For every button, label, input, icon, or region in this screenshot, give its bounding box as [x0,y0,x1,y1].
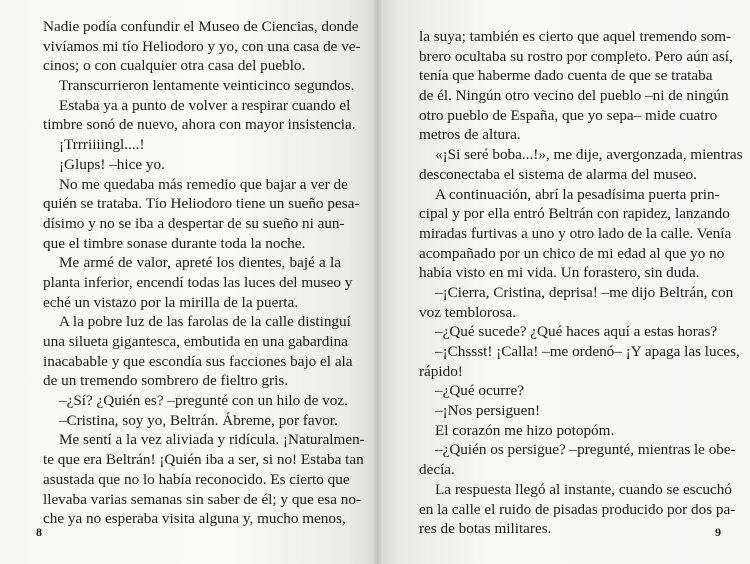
text-line: decía. [419,461,455,479]
page-number-left: 8 [36,525,42,539]
text-line: cipal y por ella entró Beltrán con rapidez, lanzando [419,205,730,223]
text-line: –¡Cierra, Cristina, deprisa! –me dijo Beltrán, con [435,283,734,301]
text-line: Estaba ya a punto de volver a respirar cuando el [59,96,351,114]
text-line: inacabable y que escondía sus facciones bajo el ala [43,352,353,370]
text-line: miradas furtivas a uno y otro lado de la calle. Venía [419,224,732,242]
text-line: ¡Glups! –hice yo. [59,155,165,173]
text-line: llevaba varias semanas sin saber de él; y que esa no- [43,490,361,508]
text-line: que el timbre sonase durante toda la noche. [43,234,306,252]
text-line: tenía que haberme dado cuenta de que se trataba [419,67,713,85]
text-line: timbre sonó de nuevo, ahora con mayor insistencia. [43,116,356,134]
text-line: A la pobre luz de las farolas de la calle distinguí [59,313,351,331]
text-line: res de botas militares. [419,520,552,538]
text-line: A continuación, abrí la pesadísima puerta prin- [435,185,720,203]
text-line: Me sentí a la vez aliviada y ridícula. ¡Naturalmen- [59,431,365,449]
text-line: –¿Qué ocurre? [435,382,524,400]
page-number-right: 9 [715,525,721,539]
text-line: había visto en mi vida. Un forastero, sin duda. [419,264,700,282]
text-line: ¡Trrriiiingl....! [59,136,145,154]
text-line: No me quedaba más remedio que bajar a ver de [59,175,348,193]
text-line: –¿Sí? ¿Quién es? –pregunté con un hilo de voz. [59,392,348,410]
text-line: –¿Qué sucede? ¿Qué haces aquí a estas horas? [435,323,718,341]
text-line: brero ocultaba su rostro por completo. Pero aún así, [419,47,733,65]
text-line: rápido! [419,362,463,380]
text-line: acompañado por un chico de mi edad al que yo no [419,244,725,262]
text-line: voz temblorosa. [419,303,517,321]
text-line: metros de altura. [419,126,521,144]
text-line: Transcurrieron lentamente veinticinco segundos. [59,77,355,95]
text-line: en la calle el ruido de pisadas producido por dos pa- [419,500,736,518]
text-line: una silueta gigantesca, embutida en una gabardina [43,333,348,350]
text-line: te que era Beltrán! ¡Quién iba a ser, si no! Estaba tan [43,451,364,469]
text-line: dísimo y no se iba a despertar de su sueño ni aun- [43,214,345,232]
text-line: –¡Nos persiguen! [435,402,541,420]
right-page-text [419,27,743,539]
text-line: El corazón me hizo potopóm. [435,421,615,439]
text-line: quién se trataba. Tío Heliodoro tiene un sueño pesa- [43,195,360,213]
text-line: Me armé de valor, apreté los dientes, bajé a la [59,254,341,272]
text-line: de un tremendo sombrero de fieltro gris. [43,372,289,390]
text-line: asustada que no lo había reconocido. Es cierto que [43,470,350,488]
text-line: planta inferior, encendí todas las luces del museo y [43,273,353,291]
text-line: –¿Quién os persigue? –pregunté, mientras le obe- [435,441,736,459]
text-line: –Cristina, soy yo, Beltrán. Ábreme, por favor. [59,411,338,429]
text-line: Nadie podía confundir el Museo de Ciencias, donde [43,18,359,35]
text-line: che ya no esperaba visita alguna y, mucho menos, [43,510,346,528]
text-line: desconectaba el sistema de alarma del museo. [419,165,697,183]
text-line: la suya; también es cierto que aquel tremendo som- [419,28,732,45]
left-page-text [43,17,365,529]
text-line: cinos; o con cualquier otra casa del pueblo. [43,57,306,75]
book-gutter [372,0,382,564]
text-line: de él. Ningún otro vecino del pueblo –ni de ningún [419,87,729,105]
text-line: eché un vistazo por la mirilla de la puerta. [43,293,299,311]
text-line: vivíamos mi tío Heliodoro y yo, con una casa de ve- [43,37,361,55]
text-line: otro pueblo de España, que yo sepa– mide cuatro [419,106,718,124]
text-line: –¡Chssst! ¡Calla! –me ordenó– ¡Y apaga las luces, [435,343,740,360]
text-line: La respuesta llegó al instante, cuando se escuchó [435,480,732,498]
text-line: «¡Si seré boba...!», me dije, avergonzada, mientras [435,146,743,164]
